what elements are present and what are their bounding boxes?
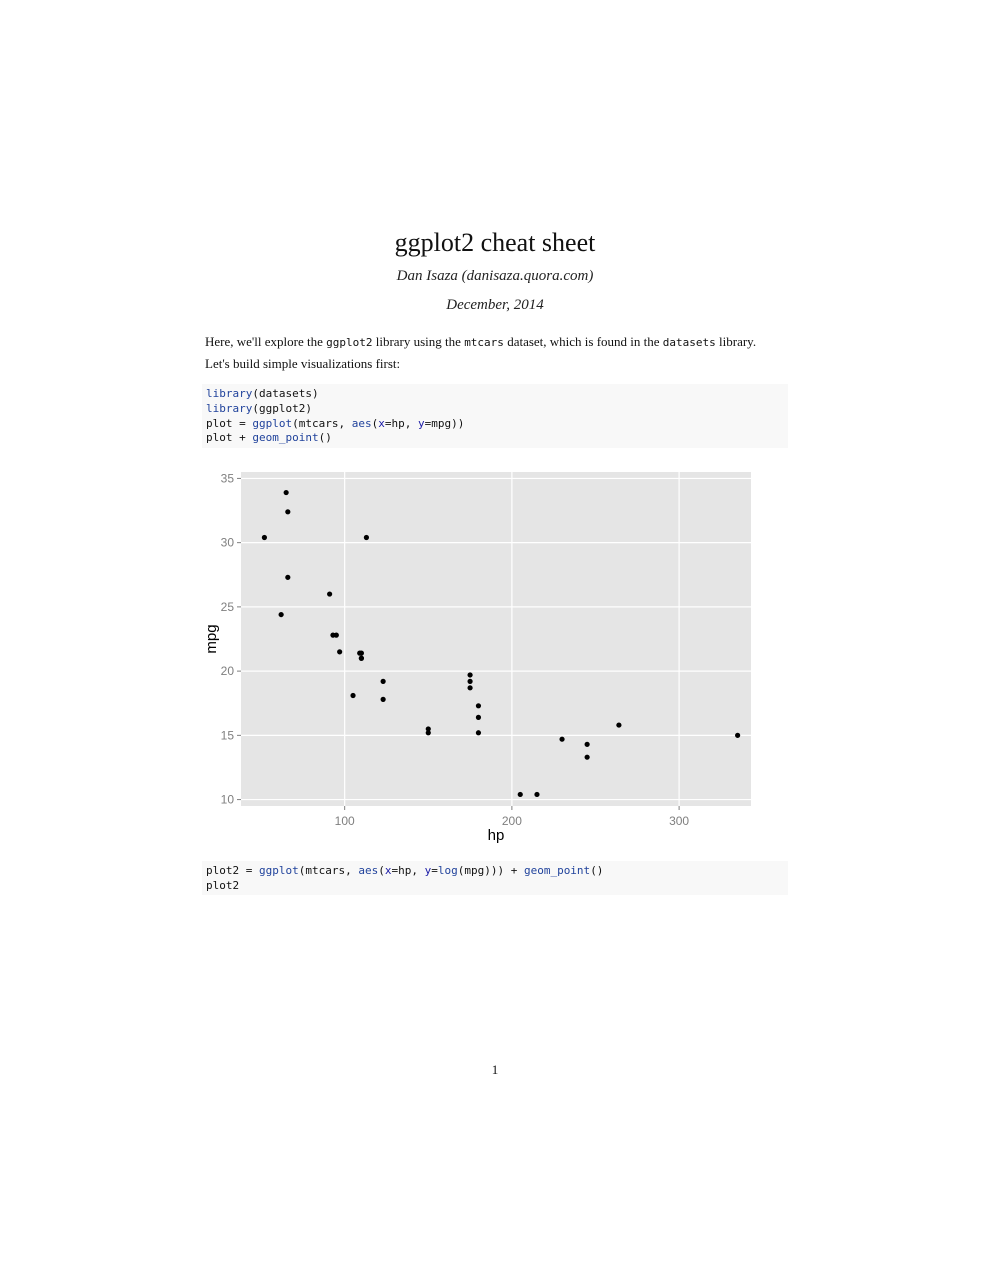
data-point	[285, 575, 290, 580]
code-text: (datasets)	[252, 387, 319, 400]
code-argument: x	[378, 416, 385, 430]
scatter-plot-figure	[195, 455, 765, 855]
code-text: (ggplot2)	[252, 401, 312, 415]
code-text: (	[371, 416, 379, 430]
intro-paragraph	[205, 334, 805, 350]
text-run: library.	[715, 334, 757, 349]
data-point	[284, 490, 289, 495]
data-point	[534, 792, 539, 797]
text-run: dataset, which is found in the	[503, 334, 663, 349]
inline-code-datasets: datasets	[662, 336, 716, 349]
code-function: log	[437, 864, 458, 877]
code-text: plot +	[206, 431, 253, 445]
code-text: (mpg))) +	[457, 864, 524, 877]
code-function: ggplot	[258, 864, 299, 877]
data-point	[285, 509, 290, 514]
data-point	[337, 649, 342, 654]
scatter-plot	[195, 455, 765, 855]
data-point	[476, 703, 481, 708]
code-argument: x	[384, 864, 392, 877]
code-line	[206, 387, 784, 402]
code-function: ggplot	[252, 416, 293, 430]
data-point	[467, 672, 472, 677]
code-text: =	[431, 864, 438, 877]
data-point	[735, 733, 740, 738]
text-run: Here, we'll explore the	[205, 334, 327, 349]
code-function: aes	[358, 864, 379, 877]
document-title: ggplot2 cheat sheet	[394, 228, 596, 257]
document-author: Dan Isaza (danisaza.quora.com)	[396, 268, 594, 284]
code-argument: y	[417, 416, 425, 430]
data-point	[381, 679, 386, 684]
code-function: library	[206, 401, 253, 415]
x-tick-label: 300	[669, 814, 690, 828]
build-paragraph: Let's build simple visualizations first:	[205, 356, 401, 371]
code-line	[206, 864, 784, 879]
y-axis-ticks	[221, 471, 241, 806]
code-function: geom_point	[523, 864, 591, 877]
data-point	[585, 755, 590, 760]
code-text: ()	[318, 431, 332, 445]
data-point	[467, 679, 472, 684]
code-text: (mtcars,	[298, 864, 359, 877]
code-text: (	[378, 864, 385, 877]
y-tick-label: 10	[220, 792, 234, 807]
code-line	[206, 431, 784, 446]
code-block-1	[202, 384, 788, 448]
code-text: plot =	[206, 416, 253, 430]
x-tick-label: 200	[501, 814, 522, 828]
y-tick-label: 20	[220, 664, 234, 679]
data-point	[357, 651, 362, 656]
code-function: library	[206, 387, 253, 400]
data-point	[426, 730, 431, 735]
data-point	[467, 685, 472, 690]
code-argument: y	[424, 864, 432, 877]
y-tick-label: 15	[220, 728, 234, 743]
y-tick-label: 25	[220, 599, 234, 614]
page-number: 1	[491, 1062, 499, 1077]
plot-panel	[241, 472, 751, 806]
code-text: ()	[590, 864, 604, 877]
document-date: December, 2014	[446, 297, 544, 313]
code-text: =hp,	[384, 416, 418, 430]
code-function: aes	[351, 416, 372, 430]
code-block-2	[202, 861, 788, 895]
x-axis-ticks	[335, 806, 690, 828]
data-point	[364, 535, 369, 540]
y-tick-label: 35	[220, 471, 234, 486]
inline-code-mtcars: mtcars	[464, 336, 504, 349]
data-point	[381, 697, 386, 702]
data-point	[334, 633, 339, 638]
code-line: plot2	[206, 878, 240, 892]
code-text: (mtcars,	[292, 416, 352, 430]
code-text: plot2 =	[206, 864, 259, 877]
data-point	[616, 722, 621, 727]
data-point	[262, 535, 267, 540]
data-point	[327, 591, 332, 596]
text-run: library using the	[372, 334, 465, 349]
data-point	[585, 742, 590, 747]
y-tick-label: 30	[220, 535, 234, 550]
data-point	[359, 656, 364, 661]
data-point	[559, 737, 564, 742]
data-point	[476, 730, 481, 735]
x-tick-label: 100	[334, 814, 355, 828]
x-axis-label: hp	[487, 827, 505, 844]
inline-code-ggplot2: ggplot2	[326, 336, 373, 349]
data-point	[350, 693, 355, 698]
code-function: geom_point	[252, 431, 319, 445]
data-point	[518, 792, 523, 797]
data-point	[476, 715, 481, 720]
code-text: =mpg))	[424, 416, 465, 430]
y-axis-label: mpg	[203, 624, 220, 654]
code-text: =hp,	[391, 864, 425, 877]
data-point	[279, 612, 284, 617]
code-line	[206, 402, 784, 417]
code-line	[206, 417, 784, 432]
